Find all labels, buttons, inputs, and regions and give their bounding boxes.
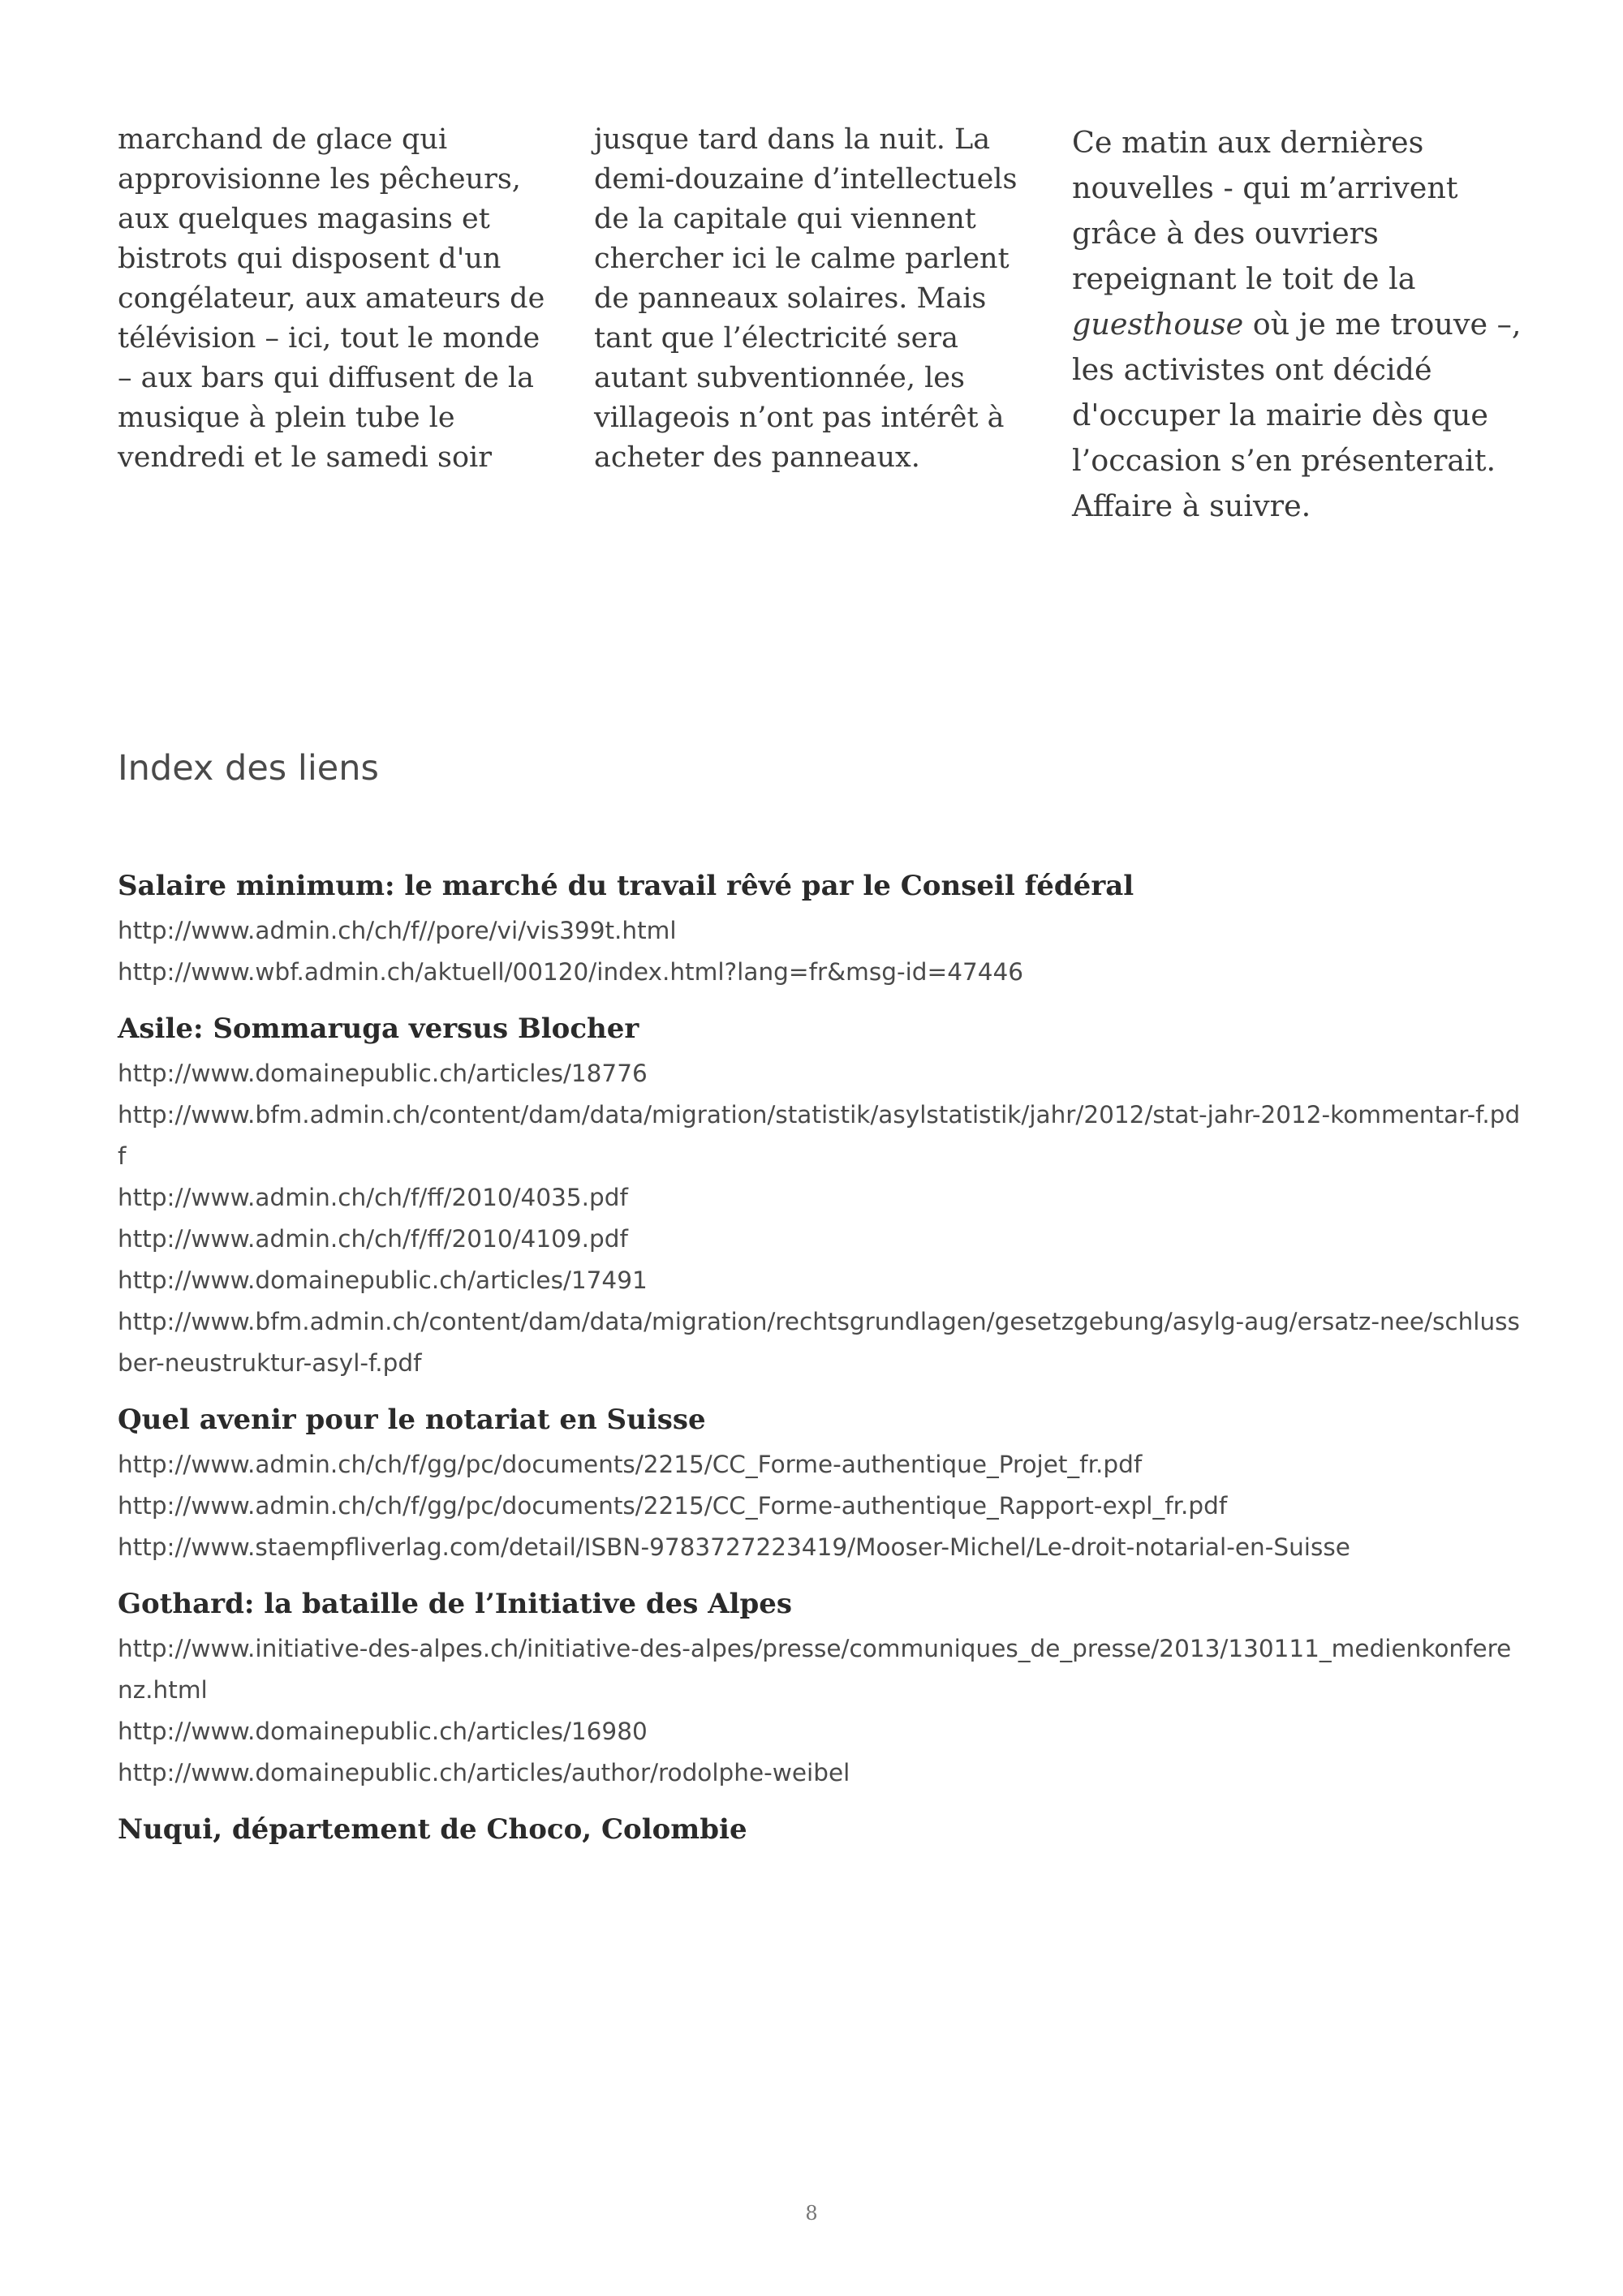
link-url[interactable]: http://www.domainepublic.ch/articles/author/rodolphe-weibel [118, 1759, 850, 1786]
link-url[interactable]: http://www.staempfliverlag.com/detail/ISBN-9783727223419/Mooser-Michel/Le-droit-notarial-en-Suisse [118, 1533, 1350, 1561]
link-group-title: Gothard: la bataille de l’Initiative des Alpes [118, 1588, 793, 1620]
link-url[interactable]: http://www.bfm.admin.ch/content/dam/data/migration/rechtsgrundlagen/gesetzgebung/asylg-aug/ersatz-nee/schlussber-neustruktur-asyl-f.pdf [118, 1308, 1520, 1377]
article-column-1 [118, 120, 556, 478]
article-columns [118, 120, 1522, 523]
article-column-2 [594, 120, 1032, 478]
column-3-text-after: où je me trouve –, les activistes ont décidé d'occuper la mairie dès que l’occasion s’en présenterait. Affaire à suivre. [1072, 307, 1522, 523]
column-3-text [1072, 120, 1522, 529]
link-group-title: Nuqui, département de Choco, Colombie [118, 1813, 747, 1846]
link-group [118, 1810, 1522, 1849]
link-group [118, 866, 1522, 993]
link-url[interactable]: http://www.domainepublic.ch/articles/18776 [118, 1060, 648, 1087]
link-url[interactable]: http://www.admin.ch/ch/f/ff/2010/4035.pdf [118, 1184, 628, 1211]
column-1-text: marchand de glace qui approvisionne les pêcheurs, aux quelques magasins et bistrots qui disposent d'un congélateur, aux amateurs de télévision – ici, tout le monde – aux bars qui diffusent de la musique à plein tube le vendredi et le samedi soir [118, 123, 545, 474]
link-group [118, 1584, 1522, 1794]
column-2-text: jusque tard dans la nuit. La demi-douzaine d’intellectuels de la capitale qui viennent chercher ici le calme parlent de panneaux solaires. Mais tant que l’électricité sera autant subventionnée, les villageois n’ont pas intérêt à acheter des panneaux. [594, 123, 1018, 474]
link-group-title: Asile: Sommaruga versus Blocher [118, 1013, 639, 1045]
link-url[interactable]: http://www.admin.ch/ch/f/gg/pc/documents/2215/CC_Forme-authentique_Rapport-expl_fr.pdf [118, 1492, 1228, 1520]
link-url[interactable]: http://www.domainepublic.ch/articles/16980 [118, 1718, 648, 1745]
page-number: 8 [805, 2202, 818, 2225]
column-3-text-before: Ce matin aux dernières nouvelles - qui m’arrivent grâce à des ouvriers repeignant le toit de la [1072, 125, 1458, 296]
article-column-3 [1072, 120, 1522, 529]
link-url[interactable]: http://www.wbf.admin.ch/aktuell/00120/index.html?lang=fr&msg-id=47446 [118, 958, 1024, 986]
link-group-title: Quel avenir pour le notariat en Suisse [118, 1404, 706, 1436]
link-index-title: Index des liens [118, 748, 379, 789]
link-url[interactable]: http://www.admin.ch/ch/f/gg/pc/documents/2215/CC_Forme-authentique_Projet_fr.pdf [118, 1451, 1143, 1478]
link-url[interactable]: http://www.initiative-des-alpes.ch/initiative-des-alpes/presse/communiques_de_presse/2013/130111_medienkonferenz.html [118, 1635, 1512, 1704]
link-url[interactable]: http://www.admin.ch/ch/f/ff/2010/4109.pdf [118, 1225, 628, 1253]
link-url[interactable]: http://www.bfm.admin.ch/content/dam/data/migration/statistik/asylstatistik/jahr/2012/stat-jahr-2012-kommentar-f.pdf [118, 1101, 1521, 1170]
link-group [118, 1400, 1522, 1568]
link-group [118, 1009, 1522, 1384]
guesthouse-emphasis: guesthouse [1072, 307, 1244, 342]
link-url[interactable]: http://www.admin.ch/ch/f//pore/vi/vis399t.html [118, 917, 677, 944]
link-url[interactable]: http://www.domainepublic.ch/articles/17491 [118, 1266, 648, 1294]
link-index-list [118, 866, 1522, 1865]
link-group-title: Salaire minimum: le marché du travail rêvé par le Conseil fédéral [118, 870, 1134, 902]
